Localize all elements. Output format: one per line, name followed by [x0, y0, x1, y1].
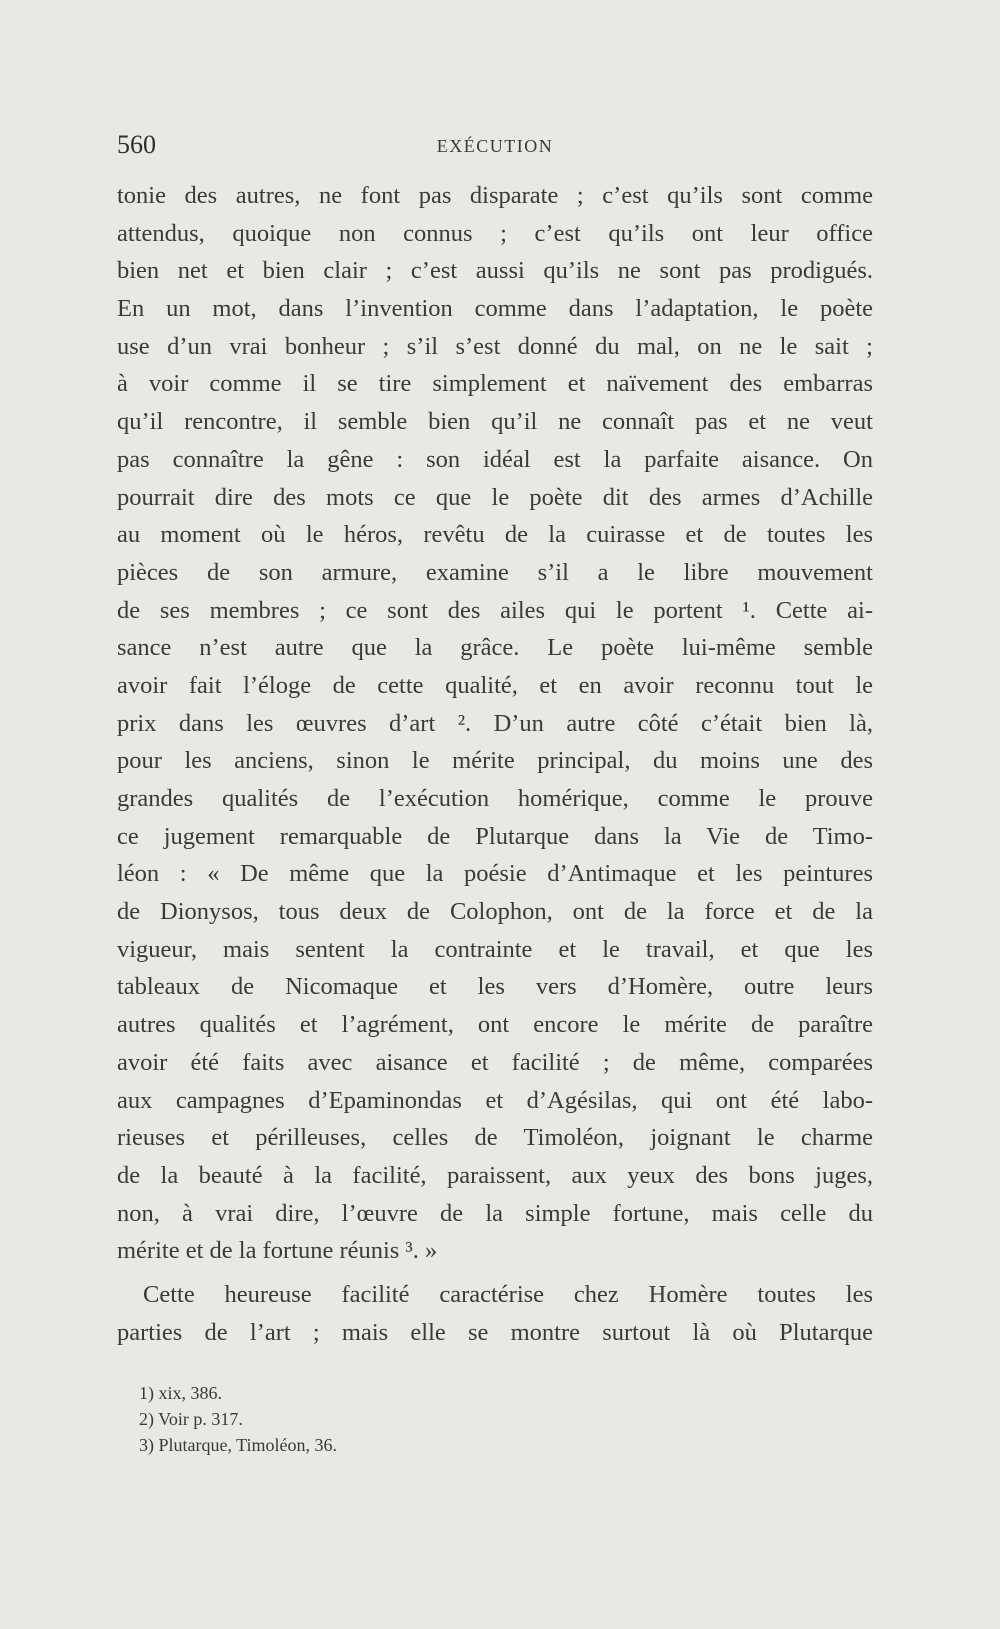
text-line: autres qualités et l’agrément, ont encore le mérite de paraître: [117, 1011, 873, 1039]
text-line: léon : « De même que la poésie d’Antimaque et les peintures: [117, 860, 873, 888]
text-line: En un mot, dans l’invention comme dans l’adaptation, le poète: [117, 295, 873, 323]
footnotes: [139, 1380, 739, 1458]
text-line: aux campagnes d’Epaminondas et d’Agésilas, qui ont été labo-: [117, 1086, 873, 1114]
text-line: à voir comme il se tire simplement et naïvement des embarras: [117, 370, 873, 398]
text-line: Cette heureuse facilité caractérise chez Homère toutes les: [143, 1280, 873, 1308]
footnote: 2) Voir p. 317.: [139, 1409, 243, 1429]
page-header: [117, 130, 873, 166]
text-line: avoir fait l’éloge de cette qualité, et en avoir reconnu tout le: [117, 671, 873, 699]
body-text: [117, 177, 873, 1351]
text-line: pour les anciens, sinon le mérite principal, du moins une des: [117, 747, 873, 775]
text-line: de ses membres ; ce sont des ailes qui le portent ¹. Cette ai-: [117, 596, 873, 624]
text-line: au moment où le héros, revêtu de la cuirasse et de toutes les: [117, 521, 873, 549]
text-line: parties de l’art ; mais elle se montre surtout là où Plutarque: [117, 1318, 873, 1346]
running-title: EXÉCUTION: [436, 136, 554, 156]
text-line: qu’il rencontre, il semble bien qu’il ne connaît pas et ne veut: [117, 408, 873, 436]
text-line: grandes qualités de l’exécution homérique, comme le prouve: [117, 785, 873, 812]
footnote: 3) Plutarque, Timoléon, 36.: [139, 1435, 338, 1455]
text-line: use d’un vrai bonheur ; s’il s’est donné du mal, on ne le sait ;: [117, 332, 873, 360]
text-line: de Dionysos, tous deux de Colophon, ont de la force et de la: [117, 898, 873, 926]
text-line: mérite et de la fortune réunis ³. »: [117, 1237, 438, 1265]
text-line: pas connaître la gêne : son idéal est la parfaite aisance. On: [117, 445, 873, 473]
text-line: pourrait dire des mots ce que le poète dit des armes d’Achille: [117, 483, 873, 511]
text-line: vigueur, mais sentent la contrainte et le travail, et que les: [117, 935, 873, 963]
text-line: tonie des autres, ne font pas disparate ; c’est qu’ils sont comme: [117, 182, 873, 209]
text-line: non, à vrai dire, l’œuvre de la simple fortune, mais celle du: [117, 1199, 873, 1227]
text-line: rieuses et périlleuses, celles de Timoléon, joignant le charme: [117, 1124, 873, 1152]
text-line: ce jugement remarquable de Plutarque dans la Vie de Timo-: [117, 822, 873, 850]
text-line: tableaux de Nicomaque et les vers d’Homère, outre leurs: [117, 973, 873, 1001]
text-line: pièces de son armure, examine s’il a le libre mouvement: [117, 558, 873, 586]
footnote: 1) xix, 386.: [139, 1383, 222, 1403]
text-line: de la beauté à la facilité, paraissent, aux yeux des bons juges,: [117, 1161, 873, 1189]
text-line: bien net et bien clair ; c’est aussi qu’ils ne sont pas prodigués.: [117, 257, 873, 285]
text-line: sance n’est autre que la grâce. Le poète lui-même semble: [117, 634, 873, 662]
text-line: prix dans les œuvres d’art ². D’un autre côté c’était bien là,: [117, 709, 873, 737]
text-line: avoir été faits avec aisance et facilité ; de même, comparées: [117, 1048, 873, 1076]
text-line: attendus, quoique non connus ; c’est qu’ils ont leur office: [117, 219, 873, 247]
page-number: 560: [117, 130, 156, 159]
